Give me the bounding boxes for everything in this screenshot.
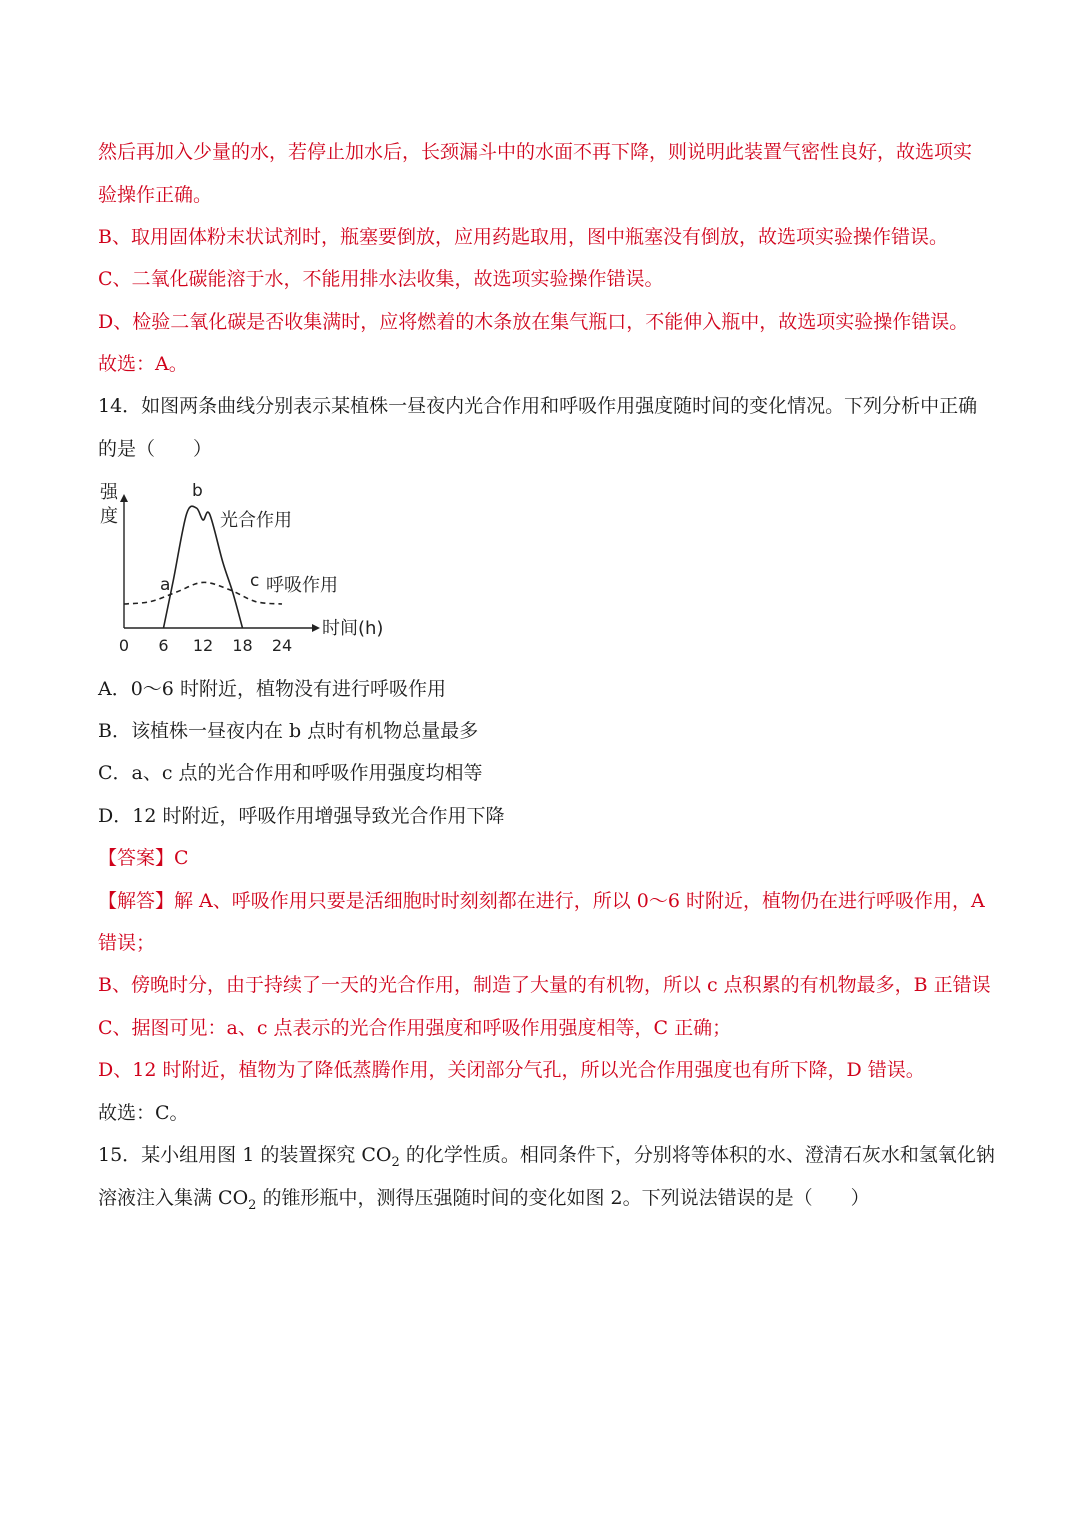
x-tick-label: 24: [271, 636, 293, 655]
x-tick-label: 18: [232, 636, 253, 655]
series-label-respiration: 呼吸作用: [266, 575, 338, 596]
q14-stem: 的是（ ）: [98, 438, 213, 460]
prev-answer-line: 然后再加入少量的水，若停止加水后，长颈漏斗中的水面不再下降，则说明此装置气密性良好，故选项实: [98, 141, 973, 163]
prev-answer-line: D、检验二氧化碳是否收集满时，应将燃着的木条放在集气瓶口，不能伸入瓶中，故选项实验操作错误。: [98, 311, 969, 333]
y-axis-arrow: [120, 494, 128, 502]
q14-analysis-line: 错误；: [98, 932, 156, 954]
q14-conclusion: 故选：C。: [98, 1102, 189, 1124]
q14-option-d: D．12 时附近，呼吸作用增强导致光合作用下降: [98, 805, 505, 827]
q15-text: 的化学性质。相同条件下，分别将等体积的水、澄清石灰水和氢氧化钠: [399, 1144, 995, 1166]
q14-stem: 14．如图两条曲线分别表示某植株一昼夜内光合作用和呼吸作用强度随时间的变化情况。下列分析中正确: [98, 395, 978, 417]
q14-analysis-line: 【解答】解 A、呼吸作用只要是活细胞时时刻刻都在进行，所以 0～6 时附近，植物仍在进行呼吸作用，A: [98, 890, 985, 912]
prev-answer-line: B、取用固体粉末状试剂时，瓶塞要倒放，应用药匙取用，图中瓶塞没有倒放，故选项实验操作错误。: [98, 226, 948, 248]
point-label-b: b: [192, 481, 203, 501]
q15-stem: [98, 1185, 870, 1214]
x-axis-arrow: [312, 624, 320, 632]
prev-answer-line: 故选：A。: [98, 353, 188, 375]
y-axis-label: 强: [100, 482, 118, 503]
x-tick-label: 12: [192, 636, 214, 655]
q15-stem: [98, 1142, 995, 1171]
q14-analysis-line: C、据图可见：a、c 点表示的光合作用强度和呼吸作用强度相等，C 正确；: [98, 1017, 732, 1039]
q14-analysis-line: B、傍晚时分，由于持续了一天的光合作用，制造了大量的有机物，所以 c 点积累的有机物最多，B 正错误: [98, 974, 991, 996]
chart-labels: [100, 481, 383, 655]
q15-text: 的锥形瓶中，测得压强随时间的变化如图 2。下列说法错误的是（ ）: [256, 1187, 870, 1209]
prev-answer-line: 验操作正确。: [98, 184, 213, 206]
q14-answer: 【答案】C: [98, 847, 189, 869]
x-tick-label: 0: [118, 636, 130, 655]
photosynthesis-respiration-chart: [94, 474, 394, 660]
series-label-photosynthesis: 光合作用: [220, 510, 292, 531]
point-label-c: c: [250, 571, 260, 591]
q14-option-a: A．0～6 时附近，植物没有进行呼吸作用: [98, 678, 446, 700]
x-tick-label: 6: [158, 636, 169, 655]
point-label-a: a: [160, 575, 171, 595]
q15-subscript: 2: [248, 1198, 257, 1213]
q14-analysis-line: D、12 时附近，植物为了降低蒸腾作用，关闭部分气孔，所以光合作用强度也有所下降，D 错误。: [98, 1059, 925, 1081]
q15-subscript: 2: [391, 1155, 400, 1170]
q14-option-b: B．该植株一昼夜内在 b 点时有机物总量最多: [98, 720, 479, 742]
prev-answer-line: C、二氧化碳能溶于水，不能用排水法收集，故选项实验操作错误。: [98, 268, 664, 290]
q14-option-c: C．a、c 点的光合作用和呼吸作用强度均相等: [98, 762, 483, 784]
y-axis-label: 度: [100, 506, 118, 527]
x-axis-label: 时间(h): [322, 618, 384, 639]
q15-text: 15．某小组用图 1 的装置探究 CO: [98, 1144, 392, 1166]
q15-text: 溶液注入集满 CO: [98, 1187, 249, 1209]
